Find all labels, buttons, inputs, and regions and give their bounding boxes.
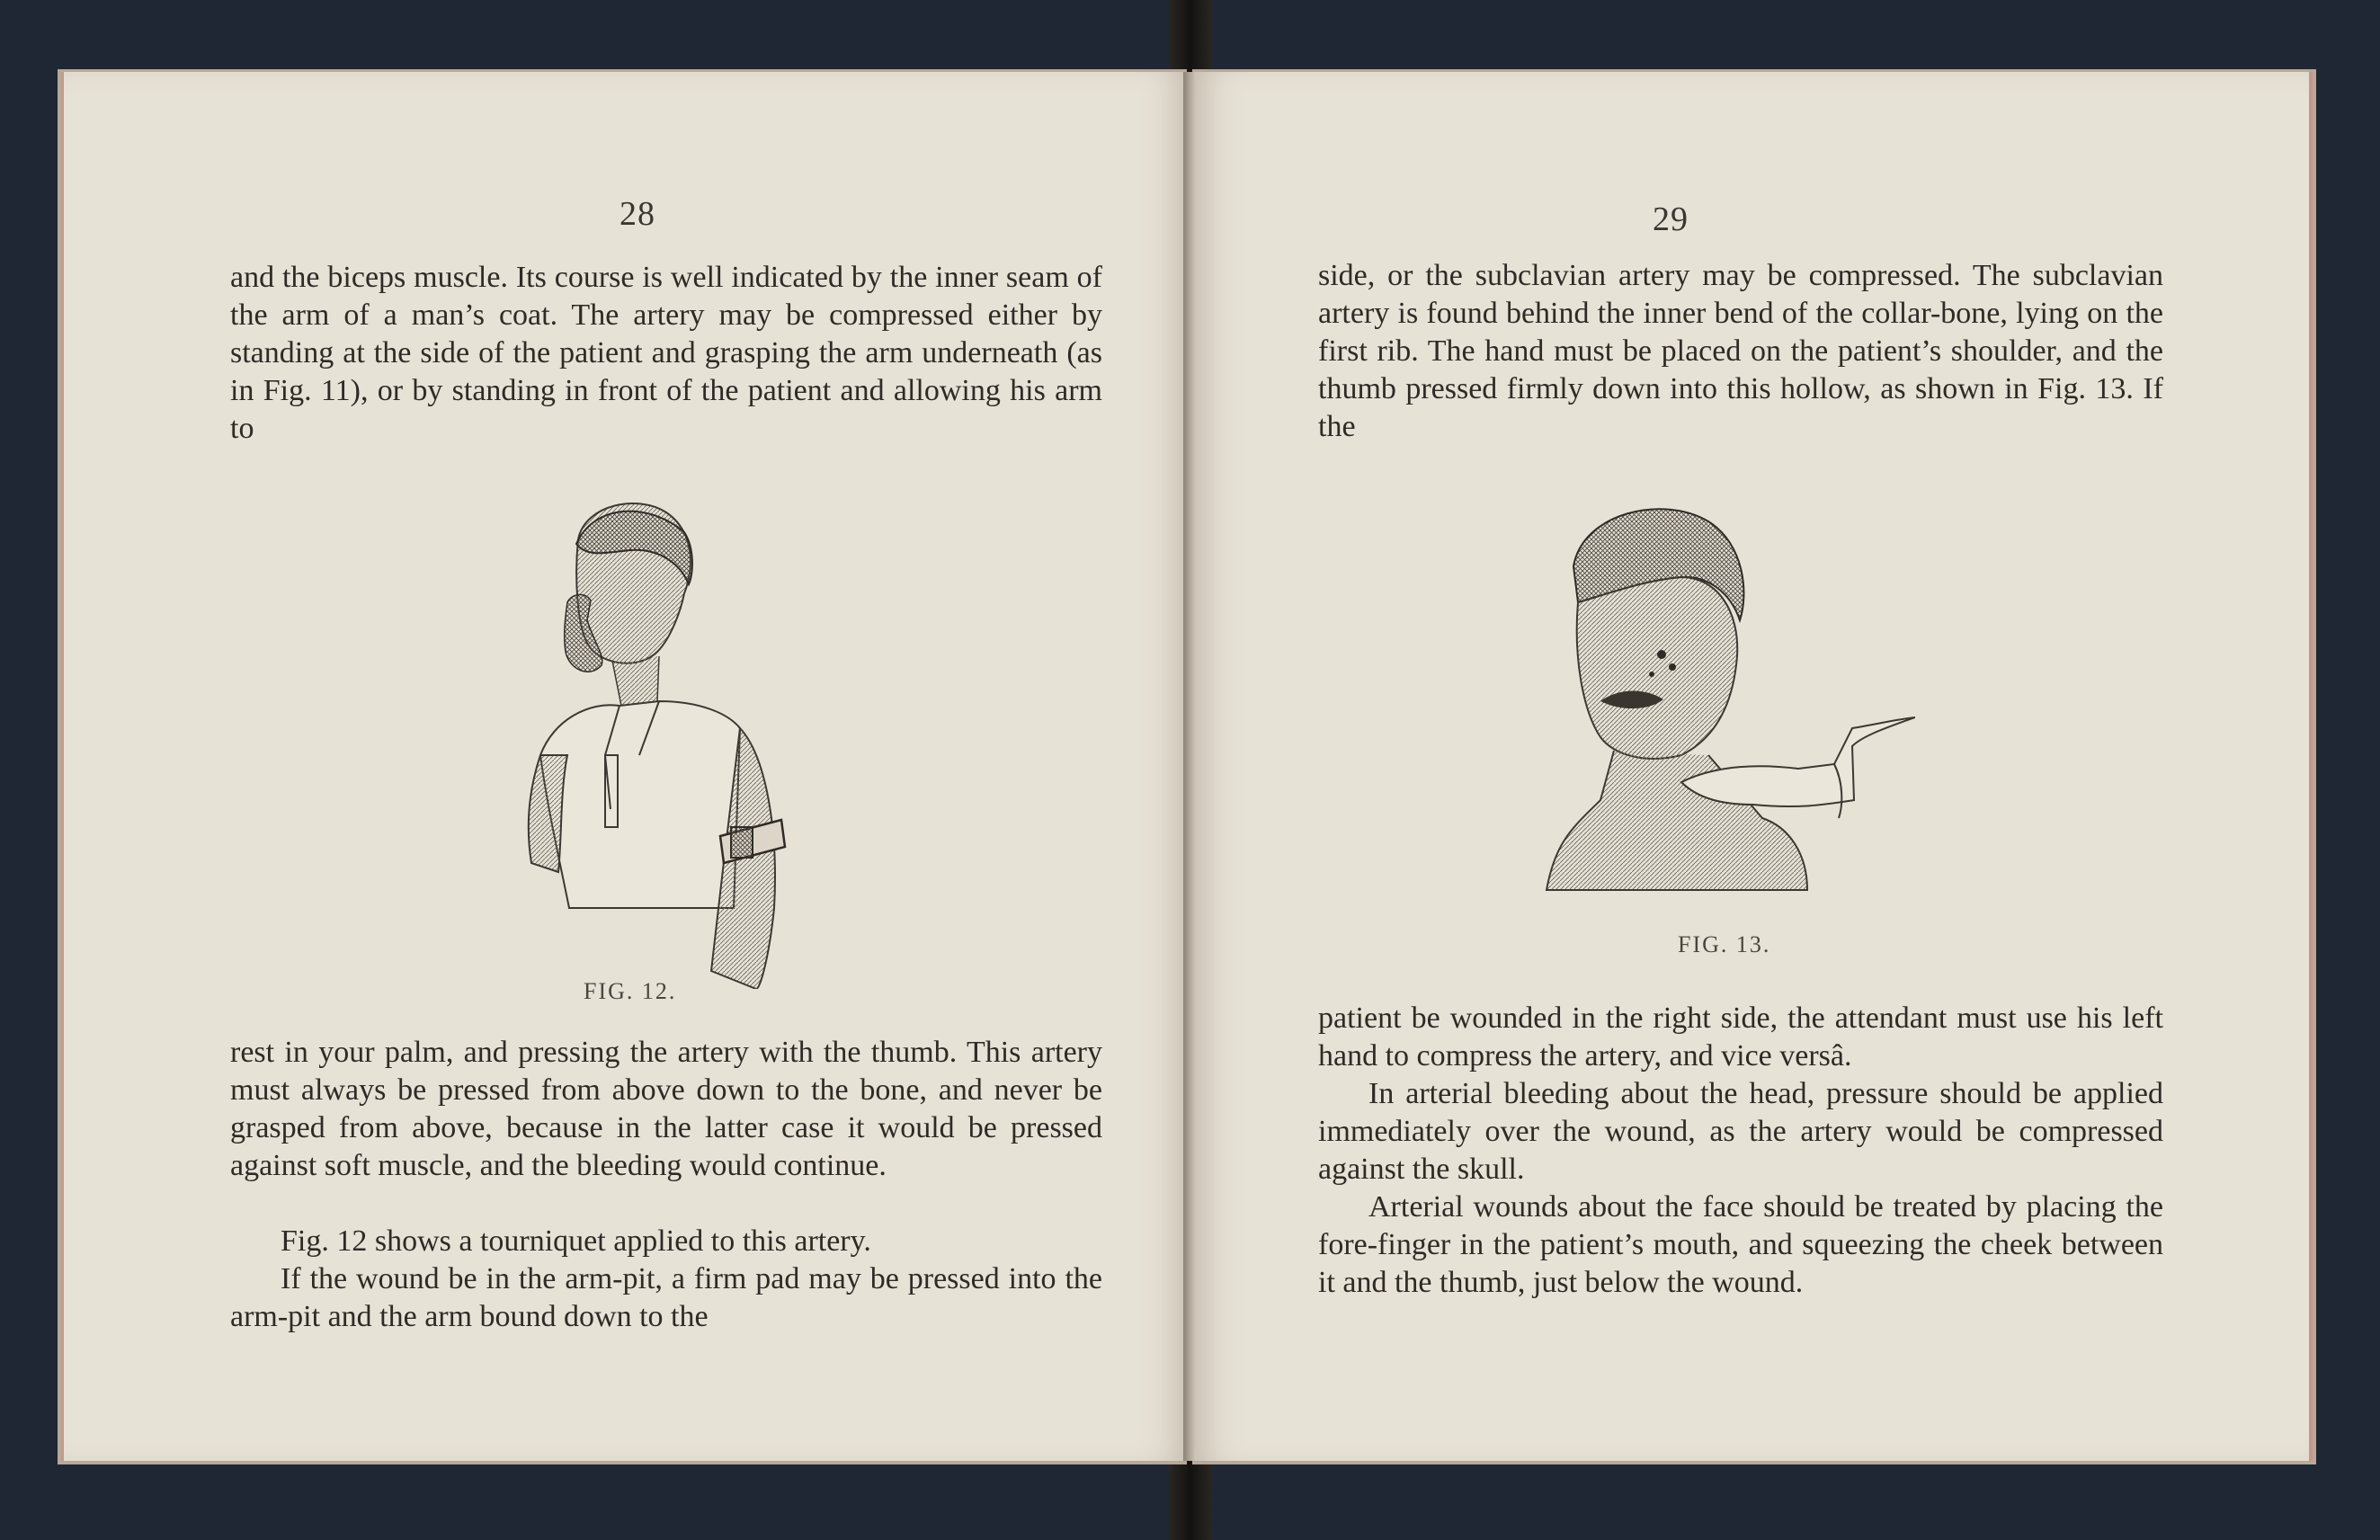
paragraph: rest in your palm, and pressing the artery with the thumb. This artery must always be pressed from above down to the bone, and never be grasped from above, because in the latter case it would be pressed against soft muscle, and the bleeding would continue. bbox=[230, 1036, 1102, 1182]
figure-12-illustration bbox=[504, 485, 900, 989]
figure-caption: FIG. 13. bbox=[1678, 931, 1771, 957]
page-gutter-shadow bbox=[1183, 72, 1196, 1461]
paragraph: and the biceps muscle. Its course is well indicated by the inner seam of the arm of a man’s coat. The artery may be compressed either by standing at the side of the patient and grasping the arm underneath (as in Fig. 11), or by standing in front of the patient and allowing his arm to bbox=[230, 261, 1102, 445]
man-subclavian-compression-illustration bbox=[1538, 494, 1915, 908]
paragraph: Arterial wounds about the face should be treated by placing the fore-finger in the patient’s mouth, and squeezing the cheek between it and the thumb, just below the wound. bbox=[1318, 1190, 2163, 1299]
page-number: 28 bbox=[620, 195, 655, 233]
right-page bbox=[1194, 72, 2313, 1461]
figure-13-illustration bbox=[1538, 494, 1915, 908]
paragraph: patient be wounded in the right side, the attendant must use his left hand to compress the artery, and vice versâ. bbox=[1318, 1001, 2163, 1073]
man-with-tourniquet-illustration bbox=[504, 485, 900, 989]
paragraph: side, or the subclavian artery may be compressed. The subclavian artery is found behind the inner bend of the collar-bone, lying on the first rib. The hand must be placed on the patient’s shoulder, and the thumb pressed firmly down into this hollow, as shown in Fig. 13. If the bbox=[1318, 259, 2163, 443]
paragraph: Fig. 12 shows a tourniquet applied to this artery. bbox=[281, 1224, 871, 1258]
page-number: 29 bbox=[1653, 200, 1689, 238]
left-page bbox=[61, 72, 1188, 1461]
figure-caption: FIG. 12. bbox=[584, 978, 677, 1004]
paragraph: In arterial bleeding about the head, pressure should be applied immediately over the wound, as the artery would be compressed against the skull. bbox=[1318, 1077, 2163, 1186]
paragraph: If the wound be in the arm-pit, a firm pad may be pressed into the arm-pit and the arm bound down to the bbox=[230, 1262, 1102, 1333]
